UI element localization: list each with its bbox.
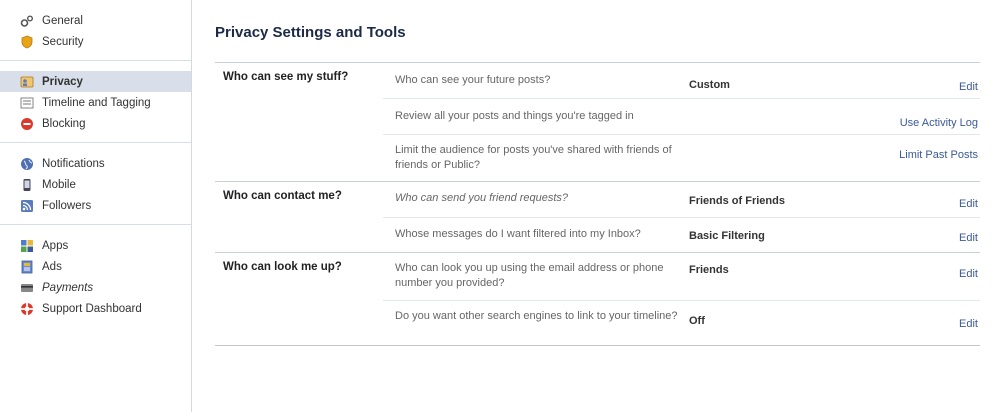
sidebar-item-label: Mobile bbox=[42, 178, 76, 191]
privacy-settings-table bbox=[215, 62, 980, 346]
sidebar-item-label: Privacy bbox=[42, 75, 83, 88]
setting-question: Who can send you friend requests? bbox=[395, 192, 569, 204]
apps-icon bbox=[20, 239, 34, 253]
sidebar-item-security[interactable] bbox=[0, 31, 191, 52]
setting-value: Off bbox=[689, 315, 705, 327]
edit-future-posts-link[interactable]: Edit bbox=[959, 81, 978, 93]
shield-icon bbox=[20, 35, 34, 49]
section-who-can-look-up bbox=[215, 253, 980, 346]
nav-group-notifications bbox=[0, 143, 191, 225]
globe-icon bbox=[20, 157, 34, 171]
setting-row-future-posts bbox=[383, 63, 980, 99]
setting-row-review-posts bbox=[383, 99, 980, 135]
setting-question: Who can see your future posts? bbox=[395, 74, 551, 86]
setting-row-inbox-filtering bbox=[383, 218, 980, 252]
sidebar-item-label: Blocking bbox=[42, 117, 86, 130]
sidebar-item-label: Security bbox=[42, 35, 84, 48]
section-title: Who can look me up? bbox=[223, 261, 342, 273]
sidebar-item-label: Followers bbox=[42, 199, 92, 212]
sidebar-item-timeline-and-tagging[interactable] bbox=[0, 92, 191, 113]
sidebar-item-notifications[interactable] bbox=[0, 153, 191, 174]
section-who-can-see bbox=[215, 63, 980, 182]
edit-look-up-link[interactable]: Edit bbox=[959, 268, 978, 280]
lifebuoy-icon bbox=[20, 302, 34, 316]
section-rows bbox=[383, 182, 980, 252]
sidebar-item-apps[interactable] bbox=[0, 235, 191, 256]
sidebar-item-followers[interactable] bbox=[0, 195, 191, 216]
sidebar-item-label: General bbox=[42, 14, 83, 27]
setting-row-limit-past-posts bbox=[383, 135, 980, 181]
sidebar-item-label: Notifications bbox=[42, 157, 105, 170]
setting-value: Friends bbox=[689, 264, 729, 276]
payments-icon bbox=[20, 281, 34, 295]
page-title: Privacy Settings and Tools bbox=[215, 24, 406, 41]
nav-group-account bbox=[0, 0, 191, 61]
sidebar-item-support-dashboard[interactable] bbox=[0, 298, 191, 319]
sidebar-item-label: Ads bbox=[42, 260, 62, 273]
setting-value: Friends of Friends bbox=[689, 195, 785, 207]
sidebar-item-blocking[interactable] bbox=[0, 113, 191, 134]
section-who-can-contact bbox=[215, 182, 980, 253]
blocking-icon bbox=[20, 117, 34, 131]
timeline-icon bbox=[20, 96, 34, 110]
setting-question: Limit the audience for posts you've shared with friends of friends or Public? bbox=[395, 144, 672, 171]
setting-question: Do you want other search engines to link to your timeline? bbox=[395, 310, 678, 322]
section-title: Who can contact me? bbox=[223, 190, 342, 202]
privacy-icon bbox=[20, 75, 34, 89]
sidebar-item-general[interactable] bbox=[0, 10, 191, 31]
sidebar-item-label: Apps bbox=[42, 239, 69, 252]
edit-inbox-filtering-link[interactable]: Edit bbox=[959, 232, 978, 244]
setting-row-look-up bbox=[383, 253, 980, 301]
use-activity-log-link[interactable]: Use Activity Log bbox=[899, 117, 978, 129]
sidebar-item-payments[interactable] bbox=[0, 277, 191, 298]
rss-icon bbox=[20, 199, 34, 213]
section-title: Who can see my stuff? bbox=[223, 71, 349, 83]
gears-icon bbox=[20, 14, 34, 28]
setting-question: Who can look you up using the email address or phone number you provided? bbox=[395, 262, 664, 289]
ads-icon bbox=[20, 260, 34, 274]
sidebar-item-label: Timeline and Tagging bbox=[42, 96, 151, 109]
nav-group-apps bbox=[0, 225, 191, 327]
sidebar-item-mobile[interactable] bbox=[0, 174, 191, 195]
nav-group-privacy bbox=[0, 61, 191, 143]
edit-search-engines-link[interactable]: Edit bbox=[959, 318, 978, 330]
mobile-icon bbox=[20, 178, 34, 192]
section-rows bbox=[383, 253, 980, 345]
setting-row-friend-requests bbox=[383, 182, 980, 218]
sidebar-item-ads[interactable] bbox=[0, 256, 191, 277]
sidebar-item-label: Payments bbox=[42, 281, 94, 294]
settings-sidebar bbox=[0, 0, 192, 412]
setting-row-search-engines bbox=[383, 301, 980, 345]
limit-past-posts-link[interactable]: Limit Past Posts bbox=[899, 149, 978, 161]
setting-question: Whose messages do I want filtered into my Inbox? bbox=[395, 228, 641, 240]
setting-question: Review all your posts and things you're tagged in bbox=[395, 110, 634, 122]
sidebar-item-label: Support Dashboard bbox=[42, 302, 142, 315]
section-rows bbox=[383, 63, 980, 181]
setting-value: Basic Filtering bbox=[689, 230, 765, 242]
edit-friend-requests-link[interactable]: Edit bbox=[959, 198, 978, 210]
sidebar-item-privacy[interactable] bbox=[0, 71, 191, 92]
setting-value: Custom bbox=[689, 79, 730, 91]
